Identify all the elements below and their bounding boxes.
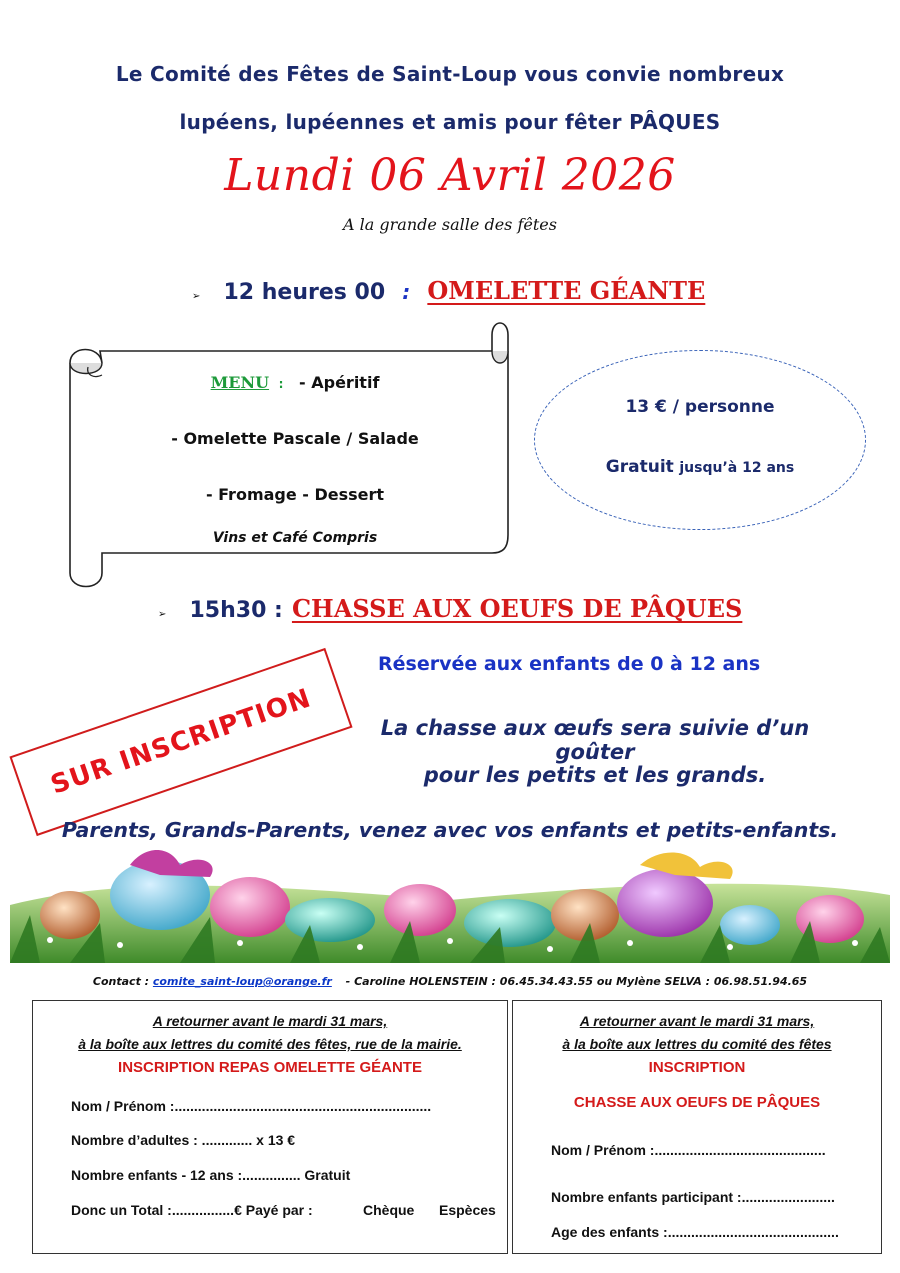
- omelette-title: OMELETTE GÉANTE: [427, 276, 706, 305]
- bullet-icon: ➢: [192, 291, 201, 302]
- contact-email-link[interactable]: comite_saint-loup@orange.fr: [152, 975, 332, 988]
- easter-eggs-image: [10, 845, 890, 963]
- hunt-time: 15h30 :: [189, 598, 283, 623]
- omelette-time: 12 heures 00: [223, 280, 386, 305]
- hunt-reserved: Réservée aux enfants de 0 à 12 ans: [378, 653, 761, 675]
- form-hunt-box: [512, 1000, 882, 1254]
- menu-line-1: [110, 373, 480, 392]
- form-omelette-title: INSCRIPTION REPAS OMELETTE GÉANTE: [118, 1059, 422, 1076]
- form-hunt-ages-field[interactable]: Age des enfants :............................................: [551, 1224, 839, 1240]
- price-per-person: 13 € / personne: [625, 397, 775, 417]
- contact-line: [0, 975, 900, 988]
- intro-line-2: lupéens, lupéennes et amis pour fêter PÂQUES: [179, 110, 721, 134]
- menu-item-omelette: - Omelette Pascale / Salade: [171, 429, 419, 448]
- contact-phones: - Caroline HOLENSTEIN : 06.45.34.43.55 ou Mylène SELVA : 06.98.51.94.65: [345, 975, 808, 988]
- form-omelette-adults-field[interactable]: Nombre d’adultes : ............. x 13 €: [71, 1132, 296, 1148]
- price-ellipse: [534, 350, 866, 530]
- form-hunt-title-1: INSCRIPTION: [648, 1059, 746, 1076]
- price-free-strong: Gratuit: [605, 457, 674, 477]
- hunt-line-1: La chasse aux œufs sera suivie d’un goûter: [380, 716, 810, 764]
- form-hunt-title-2: CHASSE AUX OEUFS DE PÂQUES: [573, 1094, 821, 1111]
- hunt-line-2: pour les petits et les grands.: [423, 763, 767, 787]
- hunt-parents: Parents, Grands-Parents, venez avec vos enfants et petits-enfants.: [61, 818, 839, 842]
- omelette-heading: [192, 276, 705, 305]
- form-omelette-box: [32, 1000, 508, 1254]
- price-free-rest: jusqu’à 12 ans: [679, 460, 795, 476]
- form-omelette-total-field[interactable]: Donc un Total :................€ Payé par :: [71, 1202, 313, 1218]
- omelette-colon: :: [402, 280, 411, 304]
- price-free-note: [535, 457, 865, 477]
- intro-line-1: Le Comité des Fêtes de Saint-Loup vous convie nombreux: [115, 62, 785, 86]
- menu-label: MENU: [210, 373, 270, 392]
- event-date: Lundi 06 Avril 2026: [224, 150, 676, 201]
- form-omelette-children-field[interactable]: Nombre enfants - 12 ans :............... Gratuit: [71, 1167, 351, 1183]
- form-hunt-children-field[interactable]: Nombre enfants participant :........................: [551, 1189, 835, 1205]
- form-hunt-return-line-1: A retourner avant le mardi 31 mars,: [579, 1013, 815, 1029]
- event-venue: A la grande salle des fêtes: [343, 215, 557, 234]
- menu-note: Vins et Café Compris: [212, 530, 378, 546]
- form-omelette-return-line-1: A retourner avant le mardi 31 mars,: [152, 1013, 388, 1029]
- form-omelette-name-field[interactable]: Nom / Prénom :..................................................................: [71, 1098, 432, 1114]
- hunt-heading: [158, 594, 742, 623]
- form-hunt-name-field[interactable]: Nom / Prénom :............................................: [551, 1142, 826, 1158]
- registration-stamp: [9, 648, 352, 836]
- bullet-icon: ➢: [158, 609, 167, 620]
- registration-stamp-text: SUR INSCRIPTION: [46, 683, 316, 801]
- form-omelette-cheque-option[interactable]: Chèque: [363, 1202, 415, 1218]
- menu-scroll: [62, 315, 514, 593]
- menu-item-aperitif: - Apéritif: [299, 373, 380, 392]
- form-omelette-return-line-2: à la boîte aux lettres du comité des fêtes, rue de la mairie.: [78, 1036, 462, 1052]
- hunt-title: CHASSE AUX OEUFS DE PÂQUES: [291, 594, 743, 623]
- menu-item-cheese-dessert: - Fromage - Dessert: [205, 485, 385, 504]
- form-omelette-cash-option[interactable]: Espèces: [439, 1202, 496, 1218]
- menu-label-colon: :: [278, 377, 284, 391]
- contact-prefix: Contact :: [92, 975, 150, 988]
- form-hunt-return-line-2: à la boîte aux lettres du comité des fêtes: [562, 1036, 832, 1052]
